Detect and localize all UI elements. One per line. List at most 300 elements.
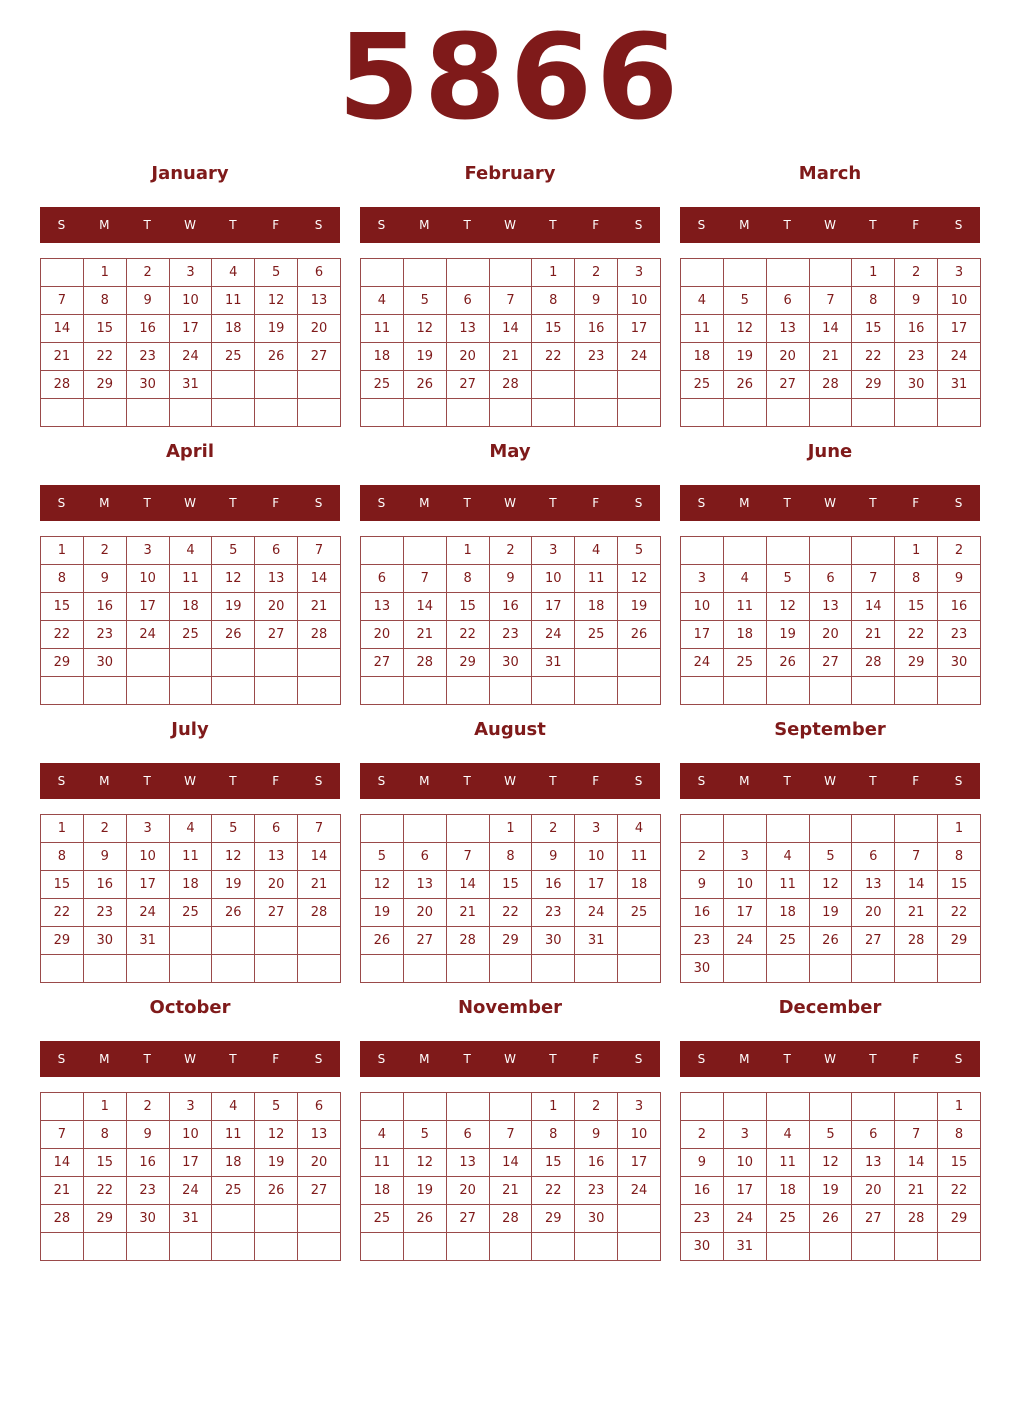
day-cell: [446, 1233, 489, 1261]
day-cell: 25: [723, 649, 766, 677]
weekday-label: W: [184, 218, 196, 232]
day-cell: 18: [361, 1177, 404, 1205]
day-cell: [212, 371, 255, 399]
week-row: [681, 1149, 981, 1177]
day-cell: 17: [938, 315, 981, 343]
weekday-label: W: [504, 774, 516, 788]
day-cell: 9: [681, 871, 724, 899]
day-cell: 22: [83, 343, 126, 371]
day-cell: 4: [169, 537, 212, 565]
day-cell: 16: [895, 315, 938, 343]
day-cell: 3: [126, 815, 169, 843]
day-cell: 17: [618, 1149, 661, 1177]
weekday-label: T: [463, 1052, 471, 1066]
month-name: October: [149, 997, 231, 1018]
day-cell: [298, 677, 341, 705]
day-cell: 31: [575, 927, 618, 955]
day-cell: 13: [255, 843, 298, 871]
day-cell: 20: [298, 315, 341, 343]
day-cell: [212, 399, 255, 427]
day-grid: [360, 258, 661, 427]
weekday-label: S: [57, 774, 66, 788]
weekday-label: S: [314, 218, 323, 232]
day-cell: 19: [403, 343, 446, 371]
day-cell: 31: [169, 1205, 212, 1233]
day-cell: [403, 1093, 446, 1121]
day-cell: 2: [489, 537, 532, 565]
day-cell: 29: [83, 1205, 126, 1233]
day-cell: [809, 815, 852, 843]
day-cell: [446, 815, 489, 843]
week-row: [361, 1149, 661, 1177]
week-row: [681, 1177, 981, 1205]
day-cell: [446, 1093, 489, 1121]
day-cell: 1: [446, 537, 489, 565]
day-cell: [489, 955, 532, 983]
day-cell: [446, 955, 489, 983]
day-cell: 16: [126, 315, 169, 343]
day-cell: 14: [403, 593, 446, 621]
day-cell: 10: [618, 287, 661, 315]
weekday-label: S: [377, 218, 386, 232]
day-cell: [618, 927, 661, 955]
week-row: [41, 1093, 341, 1121]
day-cell: 17: [618, 315, 661, 343]
month-name: April: [165, 441, 215, 462]
day-cell: 12: [809, 1149, 852, 1177]
day-cell: [809, 1093, 852, 1121]
day-cell: 14: [489, 315, 532, 343]
day-cell: 5: [809, 1121, 852, 1149]
day-cell: 25: [618, 899, 661, 927]
weekday-label: T: [783, 1052, 791, 1066]
day-grid: [360, 1092, 661, 1261]
day-cell: 19: [361, 899, 404, 927]
day-cell: 8: [41, 565, 84, 593]
week-row: [681, 343, 981, 371]
weekday-label: S: [697, 1052, 706, 1066]
day-cell: 13: [298, 287, 341, 315]
day-cell: [723, 1093, 766, 1121]
week-row: [681, 259, 981, 287]
day-cell: 26: [212, 899, 255, 927]
week-row: [681, 677, 981, 705]
week-row: [41, 621, 341, 649]
weekday-label: M: [739, 1052, 750, 1066]
day-cell: 7: [298, 815, 341, 843]
day-cell: 5: [809, 843, 852, 871]
day-cell: 22: [489, 899, 532, 927]
day-cell: 25: [361, 1205, 404, 1233]
day-cell: 2: [938, 537, 981, 565]
day-cell: 6: [852, 1121, 895, 1149]
weekday-label: S: [634, 218, 643, 232]
day-cell: 4: [575, 537, 618, 565]
day-cell: 6: [852, 843, 895, 871]
day-cell: [723, 815, 766, 843]
day-cell: [532, 677, 575, 705]
day-cell: 25: [575, 621, 618, 649]
week-row: [41, 955, 341, 983]
day-cell: [895, 1093, 938, 1121]
day-cell: 18: [681, 343, 724, 371]
day-cell: 24: [126, 899, 169, 927]
day-cell: 27: [361, 649, 404, 677]
week-row: [681, 1093, 981, 1121]
day-cell: 11: [723, 593, 766, 621]
day-cell: 26: [403, 1205, 446, 1233]
day-cell: 17: [575, 871, 618, 899]
day-cell: 30: [126, 1205, 169, 1233]
day-cell: [852, 537, 895, 565]
day-cell: 8: [41, 843, 84, 871]
day-cell: 24: [126, 621, 169, 649]
day-cell: 27: [403, 927, 446, 955]
day-cell: 2: [575, 259, 618, 287]
day-cell: 8: [938, 1121, 981, 1149]
day-cell: [938, 677, 981, 705]
day-cell: 8: [938, 843, 981, 871]
day-cell: 14: [809, 315, 852, 343]
day-cell: [255, 371, 298, 399]
week-row: [41, 343, 341, 371]
day-cell: 12: [255, 1121, 298, 1149]
week-row: [41, 1205, 341, 1233]
day-cell: 14: [298, 843, 341, 871]
weekday-label: W: [504, 496, 516, 510]
day-cell: 11: [681, 315, 724, 343]
day-cell: 5: [403, 1121, 446, 1149]
week-row: [681, 649, 981, 677]
day-cell: 21: [489, 343, 532, 371]
day-cell: 26: [809, 1205, 852, 1233]
day-cell: 1: [489, 815, 532, 843]
day-cell: 17: [532, 593, 575, 621]
week-row: [41, 815, 341, 843]
day-cell: 8: [446, 565, 489, 593]
day-cell: 15: [83, 1149, 126, 1177]
day-cell: 30: [575, 1205, 618, 1233]
day-cell: 22: [938, 1177, 981, 1205]
day-cell: [681, 537, 724, 565]
day-cell: 7: [809, 287, 852, 315]
day-cell: 13: [255, 565, 298, 593]
week-row: [41, 371, 341, 399]
weekday-header: [360, 207, 660, 243]
weekday-label: S: [634, 1052, 643, 1066]
day-cell: 9: [895, 287, 938, 315]
day-cell: [532, 371, 575, 399]
week-row: [681, 399, 981, 427]
weekday-label: M: [419, 496, 430, 510]
week-row: [361, 815, 661, 843]
day-cell: [895, 1233, 938, 1261]
day-cell: 21: [446, 899, 489, 927]
week-row: [361, 287, 661, 315]
week-row: [361, 315, 661, 343]
day-cell: [809, 399, 852, 427]
day-cell: [618, 1205, 661, 1233]
day-cell: 21: [298, 593, 341, 621]
day-cell: 28: [403, 649, 446, 677]
week-row: [361, 1177, 661, 1205]
day-cell: 21: [403, 621, 446, 649]
day-cell: 12: [766, 593, 809, 621]
day-cell: 8: [532, 287, 575, 315]
day-cell: 25: [681, 371, 724, 399]
weekday-label: M: [99, 1052, 110, 1066]
day-cell: [126, 955, 169, 983]
day-cell: 19: [255, 1149, 298, 1177]
weekday-label: M: [99, 218, 110, 232]
day-cell: 28: [298, 899, 341, 927]
weekday-label: T: [549, 218, 557, 232]
day-cell: [83, 677, 126, 705]
day-cell: 12: [618, 565, 661, 593]
day-cell: 28: [489, 1205, 532, 1233]
weekday-header: [680, 207, 980, 243]
day-cell: 16: [532, 871, 575, 899]
day-grid: [40, 1092, 341, 1261]
day-cell: 13: [766, 315, 809, 343]
day-cell: [298, 371, 341, 399]
weekday-header: [360, 1041, 660, 1077]
day-cell: 12: [212, 843, 255, 871]
day-cell: 16: [575, 315, 618, 343]
week-row: [41, 871, 341, 899]
day-cell: 30: [83, 927, 126, 955]
weekday-label: S: [314, 1052, 323, 1066]
day-cell: [361, 677, 404, 705]
day-grid: [680, 258, 981, 427]
day-cell: 23: [681, 1205, 724, 1233]
day-cell: 6: [809, 565, 852, 593]
day-cell: 1: [41, 537, 84, 565]
weekday-label: W: [824, 774, 836, 788]
week-row: [681, 955, 981, 983]
week-row: [361, 677, 661, 705]
weekday-label: M: [99, 496, 110, 510]
day-cell: 27: [766, 371, 809, 399]
day-cell: [575, 955, 618, 983]
day-cell: [255, 955, 298, 983]
weekday-label: T: [869, 774, 877, 788]
day-cell: 5: [255, 259, 298, 287]
weekday-label: F: [272, 774, 280, 788]
weekday-label: T: [549, 774, 557, 788]
day-cell: 21: [895, 1177, 938, 1205]
week-row: [361, 649, 661, 677]
day-cell: 2: [83, 815, 126, 843]
weekday-label: F: [912, 218, 920, 232]
day-cell: 4: [212, 1093, 255, 1121]
day-cell: 8: [489, 843, 532, 871]
week-row: [41, 565, 341, 593]
weekday-label: W: [824, 1052, 836, 1066]
day-cell: 13: [361, 593, 404, 621]
day-cell: 13: [852, 1149, 895, 1177]
day-cell: 19: [766, 621, 809, 649]
day-cell: [618, 677, 661, 705]
day-cell: [403, 1233, 446, 1261]
day-cell: [212, 1233, 255, 1261]
day-cell: 10: [126, 843, 169, 871]
day-cell: 27: [255, 621, 298, 649]
week-row: [681, 1205, 981, 1233]
day-cell: 8: [852, 287, 895, 315]
weekday-label: T: [463, 496, 471, 510]
weekday-label: S: [634, 774, 643, 788]
day-cell: 17: [169, 1149, 212, 1177]
week-row: [361, 537, 661, 565]
year-title: 5866: [337, 8, 683, 146]
day-cell: 14: [446, 871, 489, 899]
day-cell: [83, 399, 126, 427]
day-cell: [852, 1093, 895, 1121]
day-cell: 13: [809, 593, 852, 621]
day-cell: [618, 371, 661, 399]
day-cell: 15: [852, 315, 895, 343]
day-cell: 2: [575, 1093, 618, 1121]
day-cell: 10: [723, 1149, 766, 1177]
day-cell: [255, 1205, 298, 1233]
day-cell: 28: [852, 649, 895, 677]
day-cell: 9: [575, 1121, 618, 1149]
week-row: [681, 593, 981, 621]
day-cell: 7: [41, 287, 84, 315]
day-cell: 9: [126, 1121, 169, 1149]
day-cell: 3: [723, 843, 766, 871]
day-cell: 7: [41, 1121, 84, 1149]
day-cell: 28: [489, 371, 532, 399]
week-row: [361, 343, 661, 371]
day-grid: [40, 536, 341, 705]
day-cell: 21: [895, 899, 938, 927]
day-cell: 3: [532, 537, 575, 565]
day-cell: [618, 955, 661, 983]
day-cell: 16: [83, 593, 126, 621]
day-cell: [212, 955, 255, 983]
week-row: [361, 1093, 661, 1121]
day-cell: [489, 1233, 532, 1261]
day-cell: 30: [938, 649, 981, 677]
day-cell: 4: [212, 259, 255, 287]
day-cell: 9: [532, 843, 575, 871]
day-cell: [212, 1205, 255, 1233]
weekday-label: S: [377, 496, 386, 510]
month-name: March: [798, 163, 862, 184]
day-cell: 12: [361, 871, 404, 899]
day-cell: 2: [126, 259, 169, 287]
week-row: [41, 259, 341, 287]
day-cell: 6: [361, 565, 404, 593]
day-cell: 11: [169, 843, 212, 871]
day-cell: [766, 1093, 809, 1121]
day-cell: 29: [852, 371, 895, 399]
day-cell: 15: [489, 871, 532, 899]
day-cell: 19: [212, 593, 255, 621]
day-cell: [126, 677, 169, 705]
weekday-label: W: [184, 1052, 196, 1066]
day-cell: [41, 1093, 84, 1121]
day-cell: 2: [126, 1093, 169, 1121]
day-cell: [681, 1093, 724, 1121]
month-name: January: [151, 163, 229, 184]
day-cell: [681, 399, 724, 427]
day-cell: 18: [766, 899, 809, 927]
day-cell: 1: [532, 1093, 575, 1121]
day-cell: [809, 677, 852, 705]
day-cell: 7: [895, 1121, 938, 1149]
day-cell: 11: [169, 565, 212, 593]
weekday-label: T: [229, 496, 237, 510]
day-cell: [766, 677, 809, 705]
day-cell: [361, 399, 404, 427]
month-name: August: [474, 719, 546, 740]
day-cell: 15: [532, 1149, 575, 1177]
day-cell: [575, 399, 618, 427]
day-cell: [723, 537, 766, 565]
day-cell: 14: [298, 565, 341, 593]
weekday-label: F: [912, 774, 920, 788]
day-cell: [83, 955, 126, 983]
day-cell: 31: [169, 371, 212, 399]
day-cell: [83, 1233, 126, 1261]
day-cell: [895, 399, 938, 427]
day-cell: 6: [255, 815, 298, 843]
week-row: [681, 1121, 981, 1149]
week-row: [41, 1149, 341, 1177]
day-cell: [723, 677, 766, 705]
day-cell: 6: [766, 287, 809, 315]
day-cell: 5: [618, 537, 661, 565]
weekday-label: T: [229, 774, 237, 788]
day-cell: [895, 815, 938, 843]
day-cell: 29: [41, 649, 84, 677]
day-cell: 6: [298, 259, 341, 287]
week-row: [41, 1233, 341, 1261]
day-cell: 3: [126, 537, 169, 565]
weekday-header: [680, 763, 980, 799]
day-cell: 21: [41, 1177, 84, 1205]
day-cell: 25: [766, 927, 809, 955]
day-cell: [681, 815, 724, 843]
day-cell: 3: [681, 565, 724, 593]
day-cell: [361, 259, 404, 287]
day-cell: [212, 927, 255, 955]
day-cell: 12: [255, 287, 298, 315]
day-cell: 1: [41, 815, 84, 843]
day-cell: 20: [446, 1177, 489, 1205]
day-cell: 24: [681, 649, 724, 677]
day-cell: [298, 649, 341, 677]
day-cell: 18: [766, 1177, 809, 1205]
day-cell: [361, 1233, 404, 1261]
day-cell: 27: [298, 343, 341, 371]
month-name: November: [457, 997, 563, 1018]
week-row: [361, 955, 661, 983]
weekday-label: M: [419, 774, 430, 788]
week-row: [361, 843, 661, 871]
day-grid: [360, 536, 661, 705]
week-row: [41, 899, 341, 927]
day-cell: 8: [532, 1121, 575, 1149]
day-cell: 26: [361, 927, 404, 955]
weekday-label: S: [954, 774, 963, 788]
day-cell: 27: [852, 1205, 895, 1233]
weekday-label: T: [783, 218, 791, 232]
day-cell: [403, 537, 446, 565]
